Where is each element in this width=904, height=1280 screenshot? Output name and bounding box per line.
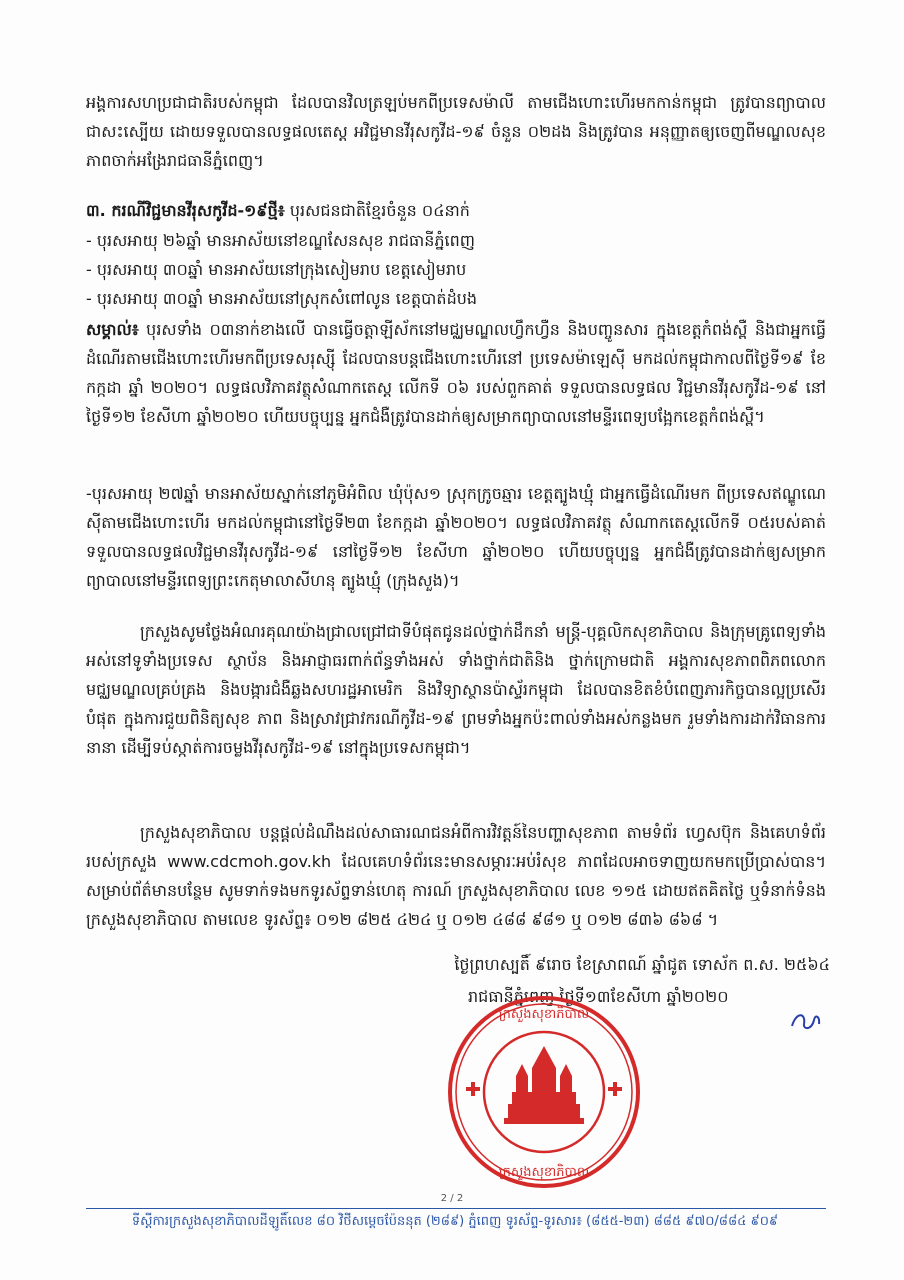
signature-mark [788,1008,824,1038]
case-4-paragraph: -បុរសអាយុ ២៧ឆ្នាំ មានអាស័យស្នាក់នៅភូមិអំពិល ឃុំប៉ុស១ ស្រុកក្រូចឆ្មារ ខេត្តត្បូងឃ្មុំ ជាអ្នកធ្វើដំណើរមក ពីប្រទេសឥណ្ឌូណេស៊ីតាមជើងហោះហើរ មកដល់កម្ពុជានៅថ្ងៃទី២៣ ខែកក្កដា ឆ្នាំ២០២០។ លទ្ធផលវិភាគវត្ថុ សំណាកតេស្តលើកទី ០៥របស់គាត់ ទទួលបានលទ្ធផលវិជ្ជមានវីរុសកូវីដ-១៩ នៅថ្ងៃទី១២ ខែសីហា ឆ្នាំ២០២០ ហើយបច្ចុប្បន្ន អ្នកជំងឺត្រូវបានដាក់ឲ្យសម្រាកព្យាបាលនៅមន្ទីរពេទ្យព្រះកេតុមាលាសីហនុ ត្បូងឃ្មុំ (ក្រុងសួង)។ [86,484,826,590]
page-number: 2 / 2 [440,1193,464,1204]
case-list [86,226,826,313]
section-3-subtitle: បុរសជនជាតិខ្មែរចំនួន ០៤នាក់ [284,201,470,220]
intro-paragraph: អង្គការសហប្រជាជាតិរបស់កម្ពុជា ដែលបានវិលត្រឡប់មកពីប្រទេសម៉ាលី តាមជើងហោះហើរមកកាន់កម្ពុជា ត្រូវបានព្យាបាលជាសះស្បើយ ដោយទទួលបានលទ្ធផលតេស្ត អវិជ្ជមានវីរុសកូវីដ-១៩ ចំនួន ០២ដង និងត្រូវបាន អនុញ្ញាតឲ្យចេញពីមណ្ឌលសុខភាពចាក់អង្រែរាជធានីភ្នំពេញ។ [86,93,826,170]
thanks-paragraph: ក្រសួងសូមថ្លែងអំណរគុណយ៉ាងជ្រាលជ្រៅជាទីបំផុតជូនដល់ថ្នាក់ដឹកនាំ មន្ត្រី-បុគ្គលិកសុខាភិបាល និងក្រុមគ្រូពេទ្យទាំងអស់នៅទូទាំងប្រទេស ស្ថាប័ន និងអាជ្ញាធរពាក់ព័ន្ធទាំងអស់ ទាំងថ្នាក់ជាតិនិង ថ្នាក់ក្រោមជាតិ អង្គការសុខភាពពិភពលោក មជ្ឈមណ្ឌលគ្រប់គ្រង និងបង្ការជំងឺឆ្លងសហរដ្ឋអាមេរិក និងវិទ្យាស្ថានប៉ាស្ទ័រកម្ពុជា ដែលបានខិតខំបំពេញភារកិច្ចបានល្អប្រសើរបំផុត ក្នុងការជួយពិនិត្យសុខ ភាព និងស្រាវជ្រាវករណីកូវីដ-១៩ ព្រមទាំងអ្នកប៉ះពាល់ទាំងអស់កន្លងមក រួមទាំងការដាក់វិធានការ នានា ដើម្បីទប់ស្កាត់ការចម្លងវីរុសកូវីដ-១៩ នៅក្នុងប្រទេសកម្ពុជា។ [86,622,826,757]
note-label: សម្គាល់៖ [86,320,139,339]
note-paragraph [86,315,826,431]
case-item: - បុរសអាយុ ៣០ឆ្នាំ មានអាស័យនៅស្រុកសំពៅលូន ខេត្តបាត់ដំបង [86,289,478,308]
date-lunar: ថ្ងៃព្រហស្បតិ៍ ៩រោច ខែស្រាពណ៍ ឆ្នាំជូត ទោស័ក ព.ស. ២៥៦៤ [454,955,830,974]
case-item: - បុរសអាយុ ៣០ឆ្នាំ មានអាស័យនៅក្រុងសៀមរាប ខេត្តសៀមរាប [86,260,467,279]
footer-divider [86,1208,826,1209]
case-item: - បុរសអាយុ ២៦ឆ្នាំ មានអាស័យនៅខណ្ឌសែនសុខ រាជធានីភ្នំពេញ [86,231,476,250]
section-3-title: ៣. ករណីវិជ្ជមានវីរុសកូវីដ-១៩ថ្មី៖ [86,201,285,220]
ministry-seal [446,994,642,1190]
section-3-heading [86,196,826,225]
seal-text-bottom: ក្រសួងសុខាភិបាល [498,1165,590,1180]
footer-address: ទីស្ដីការក្រសួងសុខាភិបាលដីឡូតិ៍លេខ ៨០ វិថីសម្ដេចប៉ែននុត (២៨៩) ភ្នំពេញ ទូរស័ព្ទ-ទូរសារ៖ (៨៥៥-២៣) ៨៨៥ ៩៧០/៨៨៤ ៩០៩ [131,1214,779,1229]
info-paragraph: ក្រសួងសុខាភិបាល បន្តផ្ដល់ដំណឹងដល់សាធារណជនអំពីការវិវត្តន៍នៃបញ្ហាសុខភាព តាមទំព័រ ហ្វេសប៊ុក និងគេហទំព័ររបស់ក្រសួង www.cdcmoh.gov.kh ដែលគេហទំព័រនេះមានសម្ភារៈអប់រំសុខ ភាពដែលអាចទាញយកមកប្រើប្រាស់បាន។ សម្រាប់ព័ត៌មានបន្ថែម សូមទាក់ទងមកទូរស័ព្ទទាន់ហេតុ ការណ៍ ក្រសួងសុខាភិបាល លេខ ១១៥ ដោយឥតគិតថ្លៃ ឬទំនាក់ទំនងក្រសួងសុខាភិបាល តាមលេខ ទូរស័ព្ទ៖ ០១២ ៨២៥ ៤២៤ ឬ ០១២ ៤៨៨ ៩៨១ ឬ ០១២ ៨៣៦ ៨៦៨ ។ [86,823,826,929]
seal-text-top: ក្រសួងសុខាភិបាល [498,1007,590,1022]
note-text: បុរសទាំង ០៣នាក់ខាងលើ បានធ្វើចត្តាឡីស័កនៅមជ្ឈមណ្ឌលហ្វឹកហ្វឺន និងបញ្ចូនសារ ក្នុងខេត្តកំពង់ស្ពឺ និងជាអ្នកធ្វើដំណើរតាមជើងហោះហើរមកពីប្រទេសរុស្ស៊ី ដែលបានបន្តជើងហោះហើរនៅ ប្រទេសម៉ាឡេស៊ី មកដល់កម្ពុជាកាលពីថ្ងៃទី១៩ ខែកក្កដា ឆ្នាំ ២០២០។ លទ្ធផលវិភាគវត្ថុសំណាកតេស្ត លើកទី ០៦ របស់ពួកគាត់ ទទួលបានលទ្ធផល វិជ្ជមានវីរុសកូវីដ-១៩ នៅថ្ងៃទី១២ ខែសីហា ឆ្នាំ២០២០ ហើយបច្ចុប្បន្ន អ្នកជំងឺត្រូវបានដាក់ឲ្យសម្រាកព្យាបាលនៅមន្ទីរពេទ្យបង្អែកខេត្តកំពង់ស្ពឺ។ [86,320,826,426]
date-place: រាជធានីភ្នំពេញ ថ្ងៃទី១៣ខែសីហា ឆ្នាំ២០២០ [468,987,729,1006]
